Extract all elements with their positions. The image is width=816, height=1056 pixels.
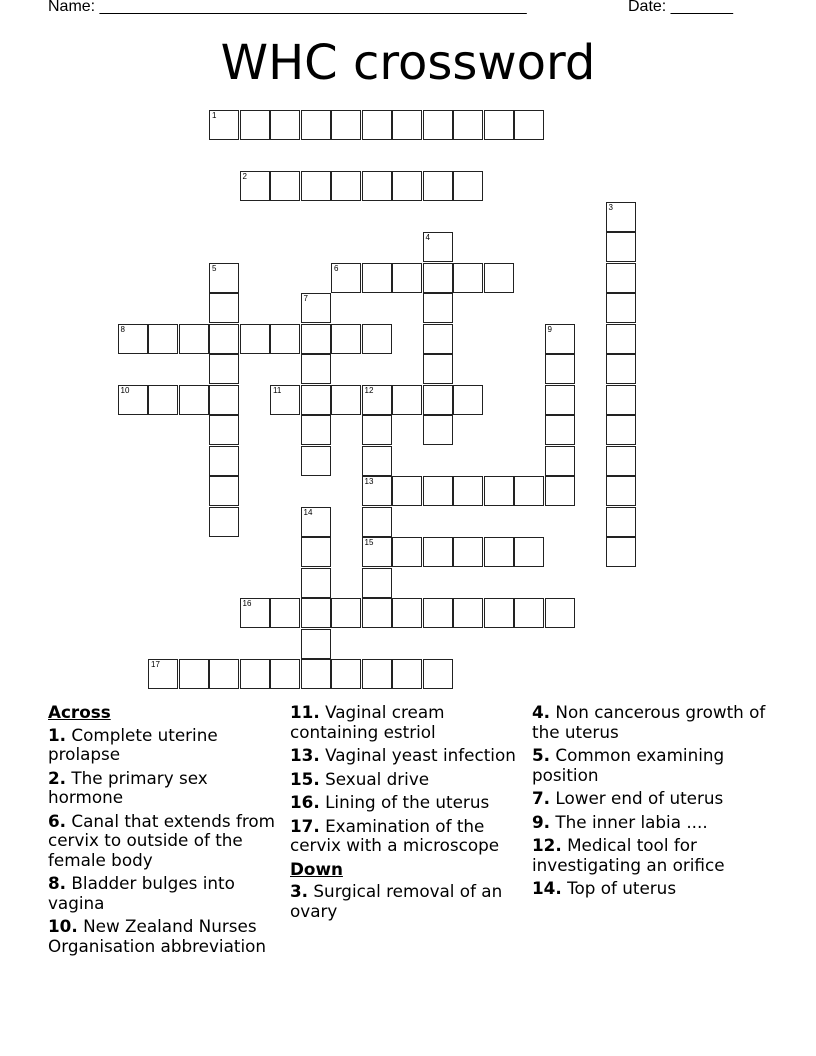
crossword-cell[interactable] [606,232,636,262]
crossword-cell[interactable] [331,171,361,201]
name-field-label: Name: ________________________________________________ [48,0,527,15]
crossword-cell[interactable] [606,476,636,506]
crossword-cell[interactable] [453,385,483,415]
clue-number: 11. [290,702,320,722]
crossword-cell[interactable] [484,598,514,628]
clue-number: 14. [532,878,562,898]
crossword-cell[interactable] [301,385,331,415]
clue-text: Sexual drive [325,768,430,789]
crossword-cell[interactable] [362,507,392,537]
crossword-cell[interactable] [362,324,392,354]
crossword-cell[interactable] [209,659,239,689]
clue-number: 8. [48,873,67,893]
crossword-cell[interactable] [392,659,422,689]
crossword-cell[interactable] [545,385,575,415]
clue-number: 12. [532,835,562,855]
clue-number: 2. [48,767,67,788]
clue-number: 5. [532,745,551,765]
clue-number: 13. [290,745,320,765]
crossword-cell[interactable] [606,263,636,293]
cell-number: 6 [334,263,339,273]
crossword-cell[interactable] [301,507,331,537]
cell-number: 8 [120,324,125,334]
crossword-cell[interactable] [423,263,453,293]
crossword-cell[interactable] [362,598,392,628]
down-heading: Down [290,858,343,879]
cell-number: 10 [120,385,130,395]
crossword-cell[interactable] [392,263,422,293]
crossword-cell[interactable] [423,324,453,354]
crossword-cell[interactable] [118,324,148,354]
crossword-cell[interactable] [209,293,239,323]
clue-text: Medical tool for investigating an orifice [532,835,725,875]
crossword-cell[interactable] [331,263,361,293]
clue-number: 17. [290,815,320,836]
crossword-cell[interactable] [301,415,331,445]
clue-number: 1. [48,724,67,745]
crossword-cell[interactable] [484,476,514,506]
crossword-cell[interactable] [423,415,453,445]
crossword-cell[interactable] [545,415,575,445]
clue-down-3 [290,882,530,921]
crossword-cell[interactable] [301,659,331,689]
crossword-cell[interactable] [270,598,300,628]
crossword-cell[interactable] [484,263,514,293]
crossword-cell[interactable] [545,324,575,354]
crossword-cell[interactable] [362,537,392,567]
cell-number: 13 [364,477,374,486]
crossword-cell[interactable] [362,171,392,201]
crossword-cell[interactable] [392,110,422,140]
clue-text: Complete uterine prolapse [48,724,218,764]
crossword-cell[interactable] [209,507,239,537]
clue-text: Canal that extends from cervix to outside of the female body [48,810,276,870]
crossword-cell[interactable] [453,263,483,293]
crossword-cell[interactable] [301,324,331,354]
crossword-cell[interactable] [362,476,392,506]
crossword-cell[interactable] [453,171,483,201]
crossword-cell[interactable] [240,324,270,354]
crossword-cell[interactable] [331,385,361,415]
crossword-cell[interactable] [392,171,422,201]
crossword-cell[interactable] [209,476,239,506]
crossword-cell[interactable] [209,385,239,415]
crossword-cell[interactable] [453,598,483,628]
crossword-cell[interactable] [179,385,209,415]
crossword-cell[interactable] [423,110,453,140]
clue-text: Non cancerous growth of the uterus [532,702,766,742]
clue-text: Vaginal yeast infection [325,745,516,765]
crossword-cell[interactable] [118,385,148,415]
clue-number: 6. [48,810,67,831]
crossword-cell[interactable] [392,385,422,415]
crossword-cell[interactable] [392,476,422,506]
crossword-cell[interactable] [545,446,575,476]
clue-across-15 [290,770,530,790]
clue-text: Vaginal cream containing estriol [290,702,445,742]
crossword-cell[interactable] [423,659,453,689]
crossword-cell[interactable] [606,354,636,384]
crossword-cell[interactable] [301,568,331,598]
crossword-cell[interactable] [392,537,422,567]
crossword-cell[interactable] [392,598,422,628]
crossword-cell[interactable] [301,171,331,201]
crossword-cell[interactable] [240,110,270,140]
clue-text: Lower end of uterus [555,788,724,808]
crossword-cell[interactable] [606,202,636,232]
crossword-cell[interactable] [301,110,331,140]
crossword-cell[interactable] [545,598,575,628]
clue-text: The primary sex hormone [48,767,208,807]
page-title: WHC crossword [220,35,596,91]
crossword-cell[interactable] [331,598,361,628]
crossword-cell[interactable] [331,324,361,354]
cell-number: 16 [242,599,252,608]
crossword-cell[interactable] [514,476,544,506]
crossword-cell[interactable] [209,446,239,476]
crossword-cell[interactable] [209,415,239,445]
clue-down-9 [532,813,772,833]
crossword-cell[interactable] [423,537,453,567]
crossword-cell[interactable] [423,232,453,262]
crossword-cell[interactable] [606,507,636,537]
crossword-cell[interactable] [270,171,300,201]
crossword-cell[interactable] [209,263,239,293]
crossword-cell[interactable] [301,354,331,384]
cell-number: 2 [242,172,247,181]
clue-number: 9. [532,811,551,832]
clue-text: The inner labia .... [555,811,708,832]
crossword-cell[interactable] [362,385,392,415]
clue-text: Lining of the uterus [325,792,490,812]
clue-number: 16. [290,792,320,812]
crossword-cell[interactable] [240,598,270,628]
clue-text: Common examining position [532,745,725,785]
clue-down-7 [532,789,772,809]
cell-number: 7 [303,294,308,303]
cell-number: 17 [151,660,160,669]
clue-across-13 [290,746,530,766]
crossword-cell[interactable] [240,171,270,201]
crossword-cell[interactable] [423,293,453,323]
crossword-cell[interactable] [606,415,636,445]
crossword-cell[interactable] [301,629,331,659]
crossword-cell[interactable] [606,324,636,354]
crossword-cell[interactable] [453,537,483,567]
crossword-cell[interactable] [362,446,392,476]
clue-down-5 [532,746,772,785]
crossword-cell[interactable] [606,293,636,323]
crossword-cell[interactable] [270,659,300,689]
crossword-cell[interactable] [270,385,300,415]
crossword-cell[interactable] [331,659,361,689]
cell-number: 9 [547,324,552,334]
crossword-cell[interactable] [423,354,453,384]
clue-number: 3. [290,881,309,901]
date-field-label: Date: _______ [628,0,733,15]
crossword-cell[interactable] [209,110,239,140]
clue-down-14 [532,879,772,899]
crossword-cell[interactable] [453,476,483,506]
crossword-cell[interactable] [240,659,270,689]
crossword-cell[interactable] [179,659,209,689]
crossword-cell[interactable] [301,293,331,323]
crossword-cell[interactable] [514,110,544,140]
clue-across-2 [48,769,286,808]
crossword-cell[interactable] [545,476,575,506]
crossword-cell[interactable] [545,354,575,384]
clues-column-2 [290,703,530,925]
crossword-cell[interactable] [362,263,392,293]
cell-number: 5 [212,263,217,273]
crossword-cell[interactable] [331,110,361,140]
crossword-cell[interactable] [484,110,514,140]
crossword-cell[interactable] [606,385,636,415]
crossword-cell[interactable] [606,537,636,567]
crossword-cell[interactable] [362,659,392,689]
crossword-cell[interactable] [423,476,453,506]
clue-number: 7. [532,788,551,808]
cell-number: 12 [364,385,374,395]
clue-across-16 [290,793,530,813]
clues-column-1 [48,703,286,960]
crossword-cell[interactable] [301,598,331,628]
clue-text: Bladder bulges into vagina [48,873,235,913]
crossword-cell[interactable] [148,659,178,689]
clues-column-3 [532,703,772,903]
crossword-cell[interactable] [148,324,178,354]
crossword-cell[interactable] [423,385,453,415]
crossword-cell[interactable] [362,568,392,598]
clue-text: Top of uterus [567,878,677,898]
clue-across-6 [48,812,286,871]
cell-number: 14 [303,507,313,517]
clue-text: Surgical removal of an ovary [290,881,503,921]
cell-number: 4 [425,233,430,242]
crossword-cell[interactable] [362,415,392,445]
across-heading: Across [48,702,111,722]
clue-across-8 [48,874,286,913]
crossword-cell[interactable] [606,446,636,476]
cell-number: 3 [608,202,613,212]
crossword-cell[interactable] [270,324,300,354]
crossword-cell[interactable] [270,110,300,140]
clue-down-4 [532,703,772,742]
crossword-cell[interactable] [148,385,178,415]
cell-number: 1 [212,111,217,120]
crossword-cell[interactable] [209,354,239,384]
clue-number: 4. [532,702,551,722]
crossword-cell[interactable] [514,537,544,567]
crossword-cell[interactable] [423,171,453,201]
crossword-cell[interactable] [179,324,209,354]
clue-number: 10. [48,916,78,936]
clue-across-10 [48,917,286,956]
clue-across-1 [48,726,286,765]
crossword-cell[interactable] [301,537,331,567]
clue-number: 15. [290,768,320,789]
clue-text: New Zealand Nurses Organisation abbreviation [48,916,267,956]
crossword-cell[interactable] [362,110,392,140]
clue-across-17 [290,817,530,856]
cell-number: 11 [273,385,282,395]
crossword-cell[interactable] [209,324,239,354]
crossword-cell[interactable] [453,110,483,140]
cell-number: 15 [364,538,374,547]
crossword-cell[interactable] [484,537,514,567]
crossword-cell[interactable] [514,598,544,628]
clue-across-11 [290,703,530,742]
clue-down-12 [532,836,772,875]
crossword-cell[interactable] [423,598,453,628]
crossword-cell[interactable] [301,446,331,476]
clue-text: Examination of the cervix with a microscope [290,815,500,855]
